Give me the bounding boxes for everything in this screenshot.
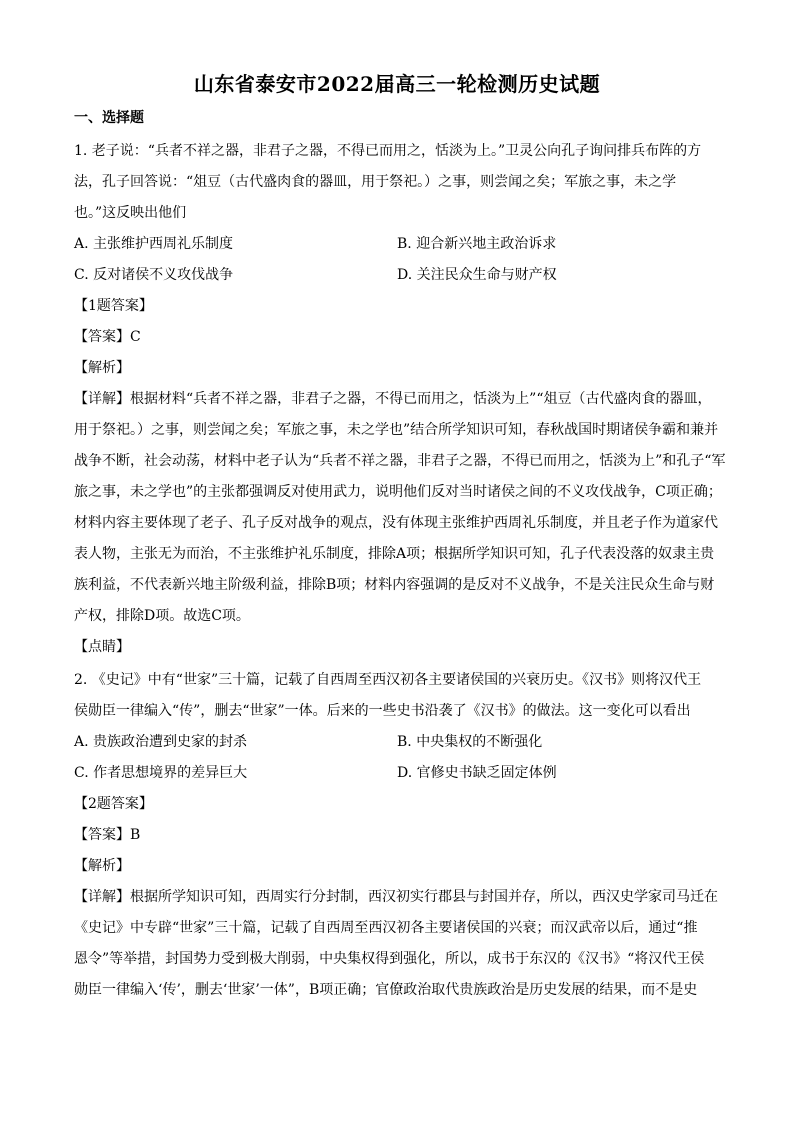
q2-detail-line-4: 勋臣一律编入‘传’，删去‘世家’一体”，B项正确；官僚政治取代贵族政治是历史发展的结果，而不是史: [74, 982, 698, 998]
q1-option-d: D. 关注民众生命与财产权: [397, 267, 557, 283]
q1-analysis-label: 【解析】: [74, 360, 130, 376]
q2-option-d: D. 官修史书缺乏固定体例: [397, 765, 557, 781]
q1-detail-line-1: 【详解】根据材料“兵者不祥之器，非君子之器，不得已而用之，恬淡为上”“俎豆（古代盛肉食的器皿，: [74, 391, 712, 407]
q1-detail-line-6: 表人物，主张无为而治，不主张维护礼乐制度，排除A项；根据所学知识可知，孔子代表没落的奴隶主贵: [74, 546, 715, 562]
q1-stem-line-3: 也。”这反映出他们: [74, 205, 187, 221]
q1-detail-line-8: 产权，排除D项。故选C项。: [74, 608, 250, 624]
q2-detail-line-2: 《史记》中专辟“世家”三十篇，记载了自西周至西汉初各主要诸侯国的兴衰；而汉武帝以后，通过“推: [74, 920, 698, 936]
q1-stem-line-1: 1. 老子说：“兵者不祥之器，非君子之器，不得已而用之，恬淡为上。”卫灵公向孔子询问排兵布阵的方: [74, 143, 702, 159]
q2-option-c: C. 作者思想境界的差异巨大: [74, 765, 248, 781]
q2-answer-header: 【2题答案】: [74, 796, 153, 812]
q2-stem-line-1: 2. 《史记》中有“世家”三十篇，记载了自西周至西汉初各主要诸侯国的兴衰历史。《汉书》则将汉代王: [74, 672, 702, 688]
q2-detail-line-3: 恩令”等举措，封国势力受到极大削弱，中央集权得到强化，所以，成书于东汉的《汉书》“将汉代王侯: [74, 951, 705, 967]
q1-option-a: A. 主张维护西周礼乐制度: [74, 236, 234, 252]
q1-stem-line-2: 法，孔子回答说：“俎豆（古代盛肉食的器皿，用于祭祀。）之事，则尝闻之矣；军旅之事，未之学: [74, 174, 677, 190]
q1-detail-line-4: 旅之事，未之学也”的主张都强调反对使用武力，说明他们反对当时诸侯之间的不义攻伐战争，C项正确；: [74, 484, 722, 500]
q1-option-c: C. 反对诸侯不义攻伐战争: [74, 267, 234, 283]
q1-detail-line-2: 用于祭祀。）之事，则尝闻之矣；军旅之事，未之学也”结合所学知识可知，春秋战国时期诸侯争霸和兼并: [74, 422, 719, 438]
q1-answer-header: 【1题答案】: [74, 298, 153, 314]
q1-option-b: B. 迎合新兴地主政治诉求: [397, 236, 557, 252]
q1-detail-line-7: 族利益，不代表新兴地主阶级利益，排除B项；材料内容强调的是反对不义战争，不是关注民众生命与财: [74, 577, 715, 593]
q2-stem-line-2: 侯勋臣一律编入“传”，删去“世家”一体。后来的一些史书沿袭了《汉书》的做法。这一变化可以看出: [74, 703, 691, 719]
page-title: 山东省泰安市2022届高三一轮检测历史试题: [193, 72, 601, 96]
q1-detail-line-3: 战争不断，社会动荡，材料中老子认为“兵者不祥之器，非君子之器，不得已而用之，恬淡为上”和孔子“军: [74, 453, 726, 469]
q2-option-b: B. 中央集权的不断强化: [397, 734, 543, 750]
q1-answer: 【答案】C: [74, 329, 141, 345]
q2-option-a: A. 贵族政治遭到史家的封杀: [74, 734, 248, 750]
q2-detail-line-1: 【详解】根据所学知识可知，西周实行分封制，西汉初实行郡县与封国并存，所以，西汉史学家司马迁在: [74, 889, 718, 905]
section-heading: 一、选择题: [74, 110, 144, 126]
q1-comment-label: 【点睛】: [74, 639, 130, 655]
q1-detail-line-5: 材料内容主要体现了老子、孔子反对战争的观点，没有体现主张维护西周礼乐制度，并且老子作为道家代: [74, 515, 718, 531]
q2-answer: 【答案】B: [74, 827, 141, 843]
q2-analysis-label: 【解析】: [74, 858, 130, 874]
